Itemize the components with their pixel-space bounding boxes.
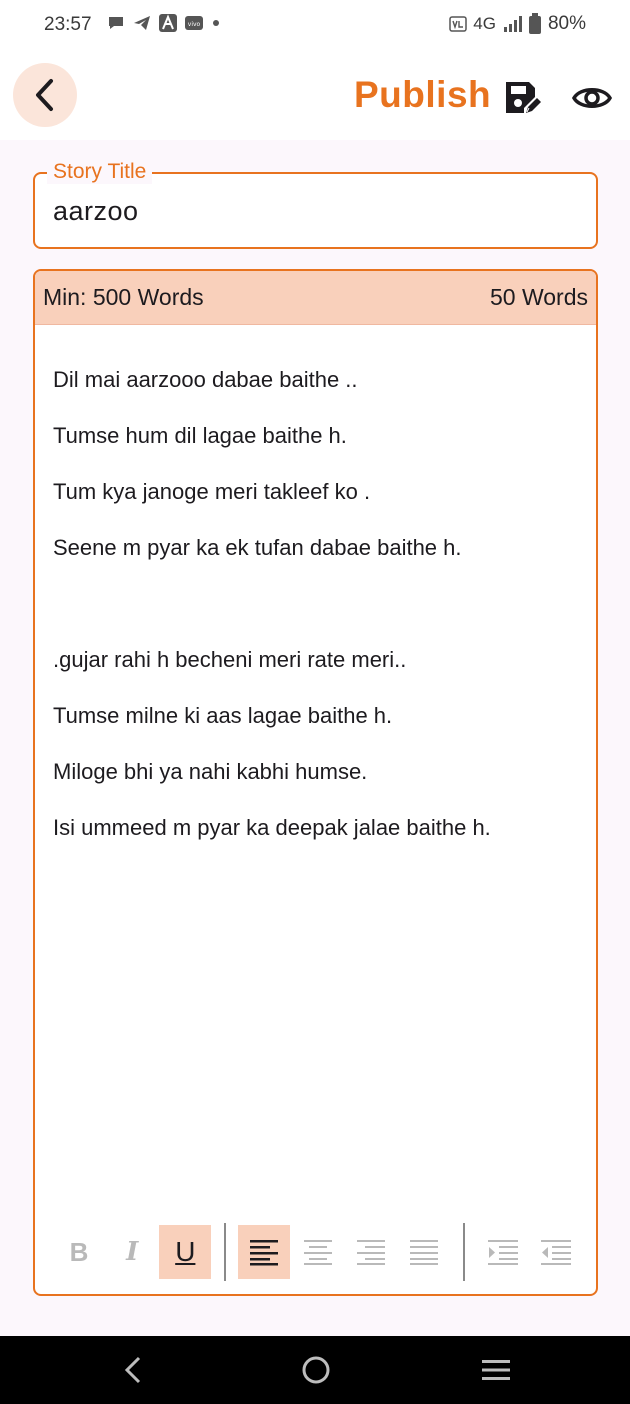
story-line[interactable]: Miloge bhi ya nahi kabhi humse. bbox=[53, 759, 368, 784]
align-center-icon bbox=[303, 1238, 333, 1266]
align-justify-button[interactable] bbox=[398, 1225, 450, 1279]
story-line[interactable]: Tumse hum dil lagae baithe h. bbox=[53, 423, 347, 448]
eye-icon[interactable] bbox=[572, 80, 612, 116]
bold-icon: B bbox=[69, 1236, 89, 1267]
chevron-left-icon bbox=[31, 77, 59, 113]
underline-button[interactable] bbox=[159, 1225, 211, 1279]
story-line[interactable]: Seene m pyar ka ek tufan dabae baithe h. bbox=[53, 535, 462, 560]
chat-icon bbox=[106, 13, 126, 33]
align-justify-icon bbox=[409, 1238, 439, 1266]
status-bar bbox=[0, 0, 630, 52]
dot-icon bbox=[210, 13, 230, 33]
story-title-label: Story Title bbox=[47, 160, 152, 184]
svg-text:vivo: vivo bbox=[187, 21, 201, 28]
story-line[interactable] bbox=[53, 591, 584, 647]
bold-button[interactable] bbox=[53, 1225, 105, 1279]
align-right-button[interactable] bbox=[345, 1225, 397, 1279]
min-words-label: Min: 500 Words bbox=[43, 284, 204, 310]
battery-percent: 80% bbox=[547, 13, 586, 34]
story-line[interactable]: .gujar rahi h becheni meri rate meri.. bbox=[53, 647, 407, 672]
story-body[interactable] bbox=[53, 367, 584, 871]
word-count-bar bbox=[35, 271, 596, 325]
network-type: 4G bbox=[473, 14, 496, 33]
toolbar-divider bbox=[463, 1223, 465, 1281]
italic-button[interactable] bbox=[106, 1225, 158, 1279]
vivo-icon bbox=[184, 13, 204, 33]
status-time: 23:57 bbox=[44, 14, 92, 35]
indent-button[interactable] bbox=[477, 1225, 529, 1279]
story-line[interactable]: Tumse milne ki aas lagae baithe h. bbox=[53, 703, 393, 728]
system-nav-bar bbox=[0, 1336, 630, 1404]
notification-icons bbox=[106, 13, 230, 33]
status-indicators bbox=[449, 13, 586, 35]
align-right-icon bbox=[356, 1238, 386, 1266]
toolbar-divider bbox=[224, 1223, 226, 1281]
align-left-icon bbox=[249, 1238, 279, 1266]
story-line[interactable]: Isi ummeed m pyar ka deepak jalae baithe h. bbox=[53, 815, 491, 840]
app-header bbox=[0, 52, 630, 140]
volte-icon bbox=[449, 14, 467, 34]
outdent-button[interactable] bbox=[530, 1225, 582, 1279]
italic-icon: I bbox=[126, 1237, 139, 1267]
nav-home-icon[interactable] bbox=[300, 1354, 332, 1386]
story-line[interactable]: Dil mai aarzooo dabae baithe .. bbox=[53, 367, 358, 392]
indent-icon bbox=[487, 1238, 519, 1266]
align-left-button[interactable] bbox=[238, 1225, 290, 1279]
formatting-toolbar bbox=[53, 1223, 583, 1281]
nav-back-icon[interactable] bbox=[117, 1352, 147, 1388]
story-title-field[interactable] bbox=[33, 160, 598, 249]
underline-icon: U bbox=[175, 1236, 196, 1267]
align-center-button[interactable] bbox=[291, 1225, 343, 1279]
telegram-icon bbox=[132, 13, 152, 33]
word-count: 50 Words bbox=[489, 284, 588, 310]
a-app-icon bbox=[158, 13, 178, 33]
back-button[interactable] bbox=[13, 63, 77, 127]
nav-recents-icon[interactable] bbox=[480, 1358, 512, 1382]
save-edit-icon[interactable] bbox=[502, 78, 542, 118]
story-editor[interactable] bbox=[33, 269, 598, 1296]
signal-icon bbox=[502, 15, 522, 33]
publish-button[interactable]: Publish bbox=[354, 74, 492, 115]
battery-icon bbox=[528, 13, 542, 35]
outdent-icon bbox=[540, 1238, 572, 1266]
story-line[interactable]: Tum kya janoge meri takleef ko . bbox=[53, 479, 371, 504]
story-title-input[interactable]: aarzoo bbox=[53, 196, 139, 226]
